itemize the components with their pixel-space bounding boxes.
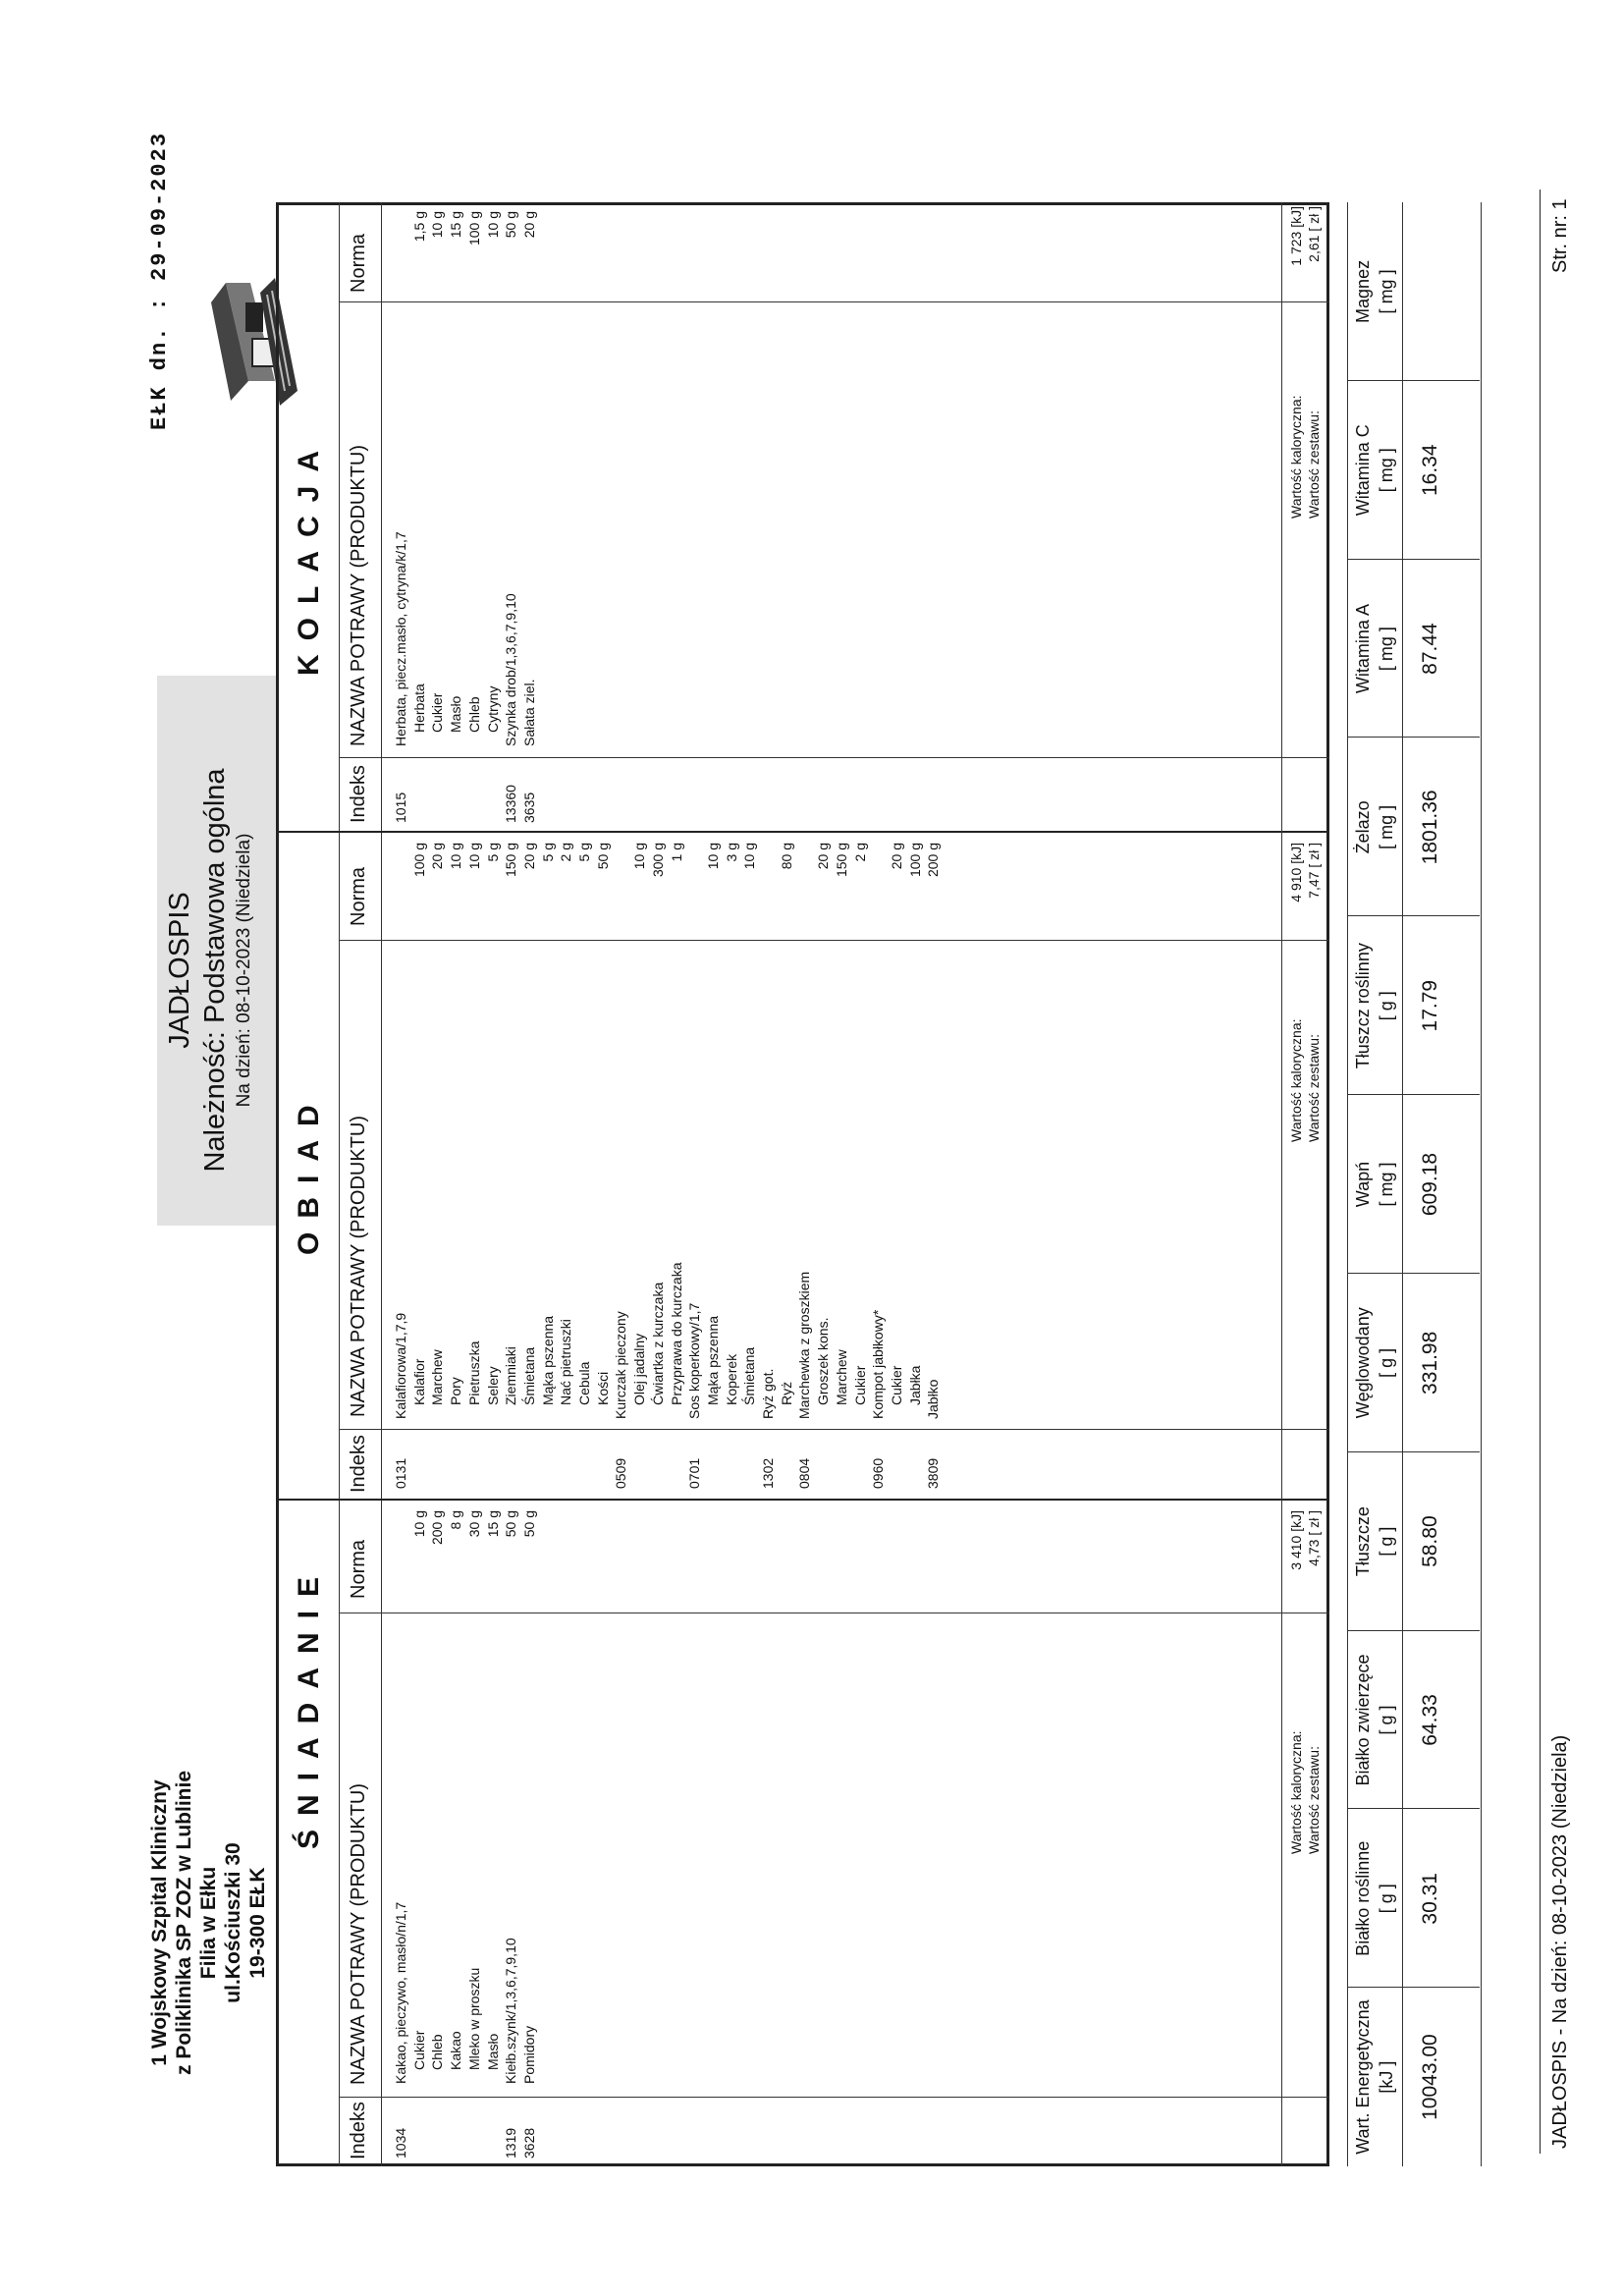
- ingredient-name: Mąka pszenna: [539, 1315, 556, 1405]
- norm-value: 100 g: [906, 843, 923, 878]
- row-index: 3635: [520, 792, 537, 823]
- dish-name: Jabłko: [925, 1379, 942, 1419]
- nutrition-unit: [ mg ]: [1377, 1162, 1396, 1207]
- ingredient-name: Cukier: [851, 1365, 868, 1405]
- ingredient-name: Chleb: [429, 2034, 446, 2070]
- ingredient-name: Groszek kons.: [815, 1317, 832, 1405]
- norm-value: 5 g: [484, 843, 501, 862]
- lunch-norm-header: Norma: [348, 866, 369, 926]
- col-line: [339, 2097, 1329, 2098]
- row-index: 0960: [870, 1457, 887, 1489]
- ingredient-name: Cukier: [410, 2030, 427, 2070]
- nutrition-label: Tłuszcze: [1353, 1506, 1373, 1577]
- norm-value: 20 g: [888, 843, 904, 870]
- dish-name: Kompot jabłkowy*: [870, 1309, 887, 1419]
- row-index: 1319: [503, 2127, 519, 2159]
- nutrition-value: 609.18: [1419, 1152, 1441, 1217]
- dish-name: Pomidory: [520, 2025, 537, 2084]
- ingredient-name: Pory: [448, 1377, 464, 1405]
- dish-name: Herbata, piecz.masło, cytryna/k/1,7: [393, 531, 408, 746]
- norm-value: 50 g: [520, 1510, 537, 1538]
- ingredient-name: Kakao: [448, 2031, 464, 2070]
- ingredient-name: Cukier: [429, 692, 446, 733]
- nutrition-unit: [ g ]: [1377, 1884, 1396, 1914]
- ingredient-name: Nać pietruszki: [558, 1319, 574, 1405]
- ingredient-name: Chleb: [465, 696, 482, 733]
- dish-name: Kurczak pieczony: [613, 1311, 629, 1419]
- col-line: [339, 1429, 1329, 1430]
- lunch-supper-divider: [276, 831, 1329, 833]
- ingredient-name: Kalafior: [410, 1358, 427, 1405]
- norm-value: 20 g: [520, 843, 537, 870]
- col-line: [339, 757, 1329, 758]
- footer-divider: [1540, 190, 1541, 2154]
- dish-name: Sos koperkowy/1,7: [686, 1302, 703, 1419]
- nutrition-unit: [ g ]: [1377, 1347, 1396, 1378]
- lunch-title: OBIAD: [293, 1091, 325, 1255]
- dish-name: Ryż got.: [760, 1368, 776, 1419]
- supper-title: KOLACJA: [293, 436, 325, 676]
- page-number: Str. nr: 1: [1549, 198, 1571, 273]
- norm-value: 30 g: [465, 1510, 482, 1538]
- nutrition-label: Żelazo: [1353, 800, 1373, 854]
- nutrition-unit: [ mg ]: [1377, 269, 1396, 314]
- diet-type: Należność: Podstawowa ogólna: [199, 768, 231, 1173]
- breakfast-kcal-label: Wartość kaloryczna:: [1288, 1730, 1304, 1854]
- norm-value: 10 g: [410, 1510, 427, 1538]
- ingredient-name: Ćwiartka z kurczaka: [649, 1282, 666, 1405]
- norm-value: 10 g: [465, 843, 482, 870]
- norm-value: 100 g: [465, 211, 482, 246]
- hospital-branch: Filia w Ełku: [197, 1866, 220, 1980]
- breakfast-name-header: NAZWA POTRAWY (PRODUKTU): [348, 1782, 369, 2085]
- hospital-city: 19-300 EŁK: [246, 1867, 269, 1979]
- nutrition-header-line: [1402, 202, 1403, 2166]
- row-index: 3628: [520, 2127, 537, 2159]
- lunch-index-header: Indeks: [348, 1435, 369, 1493]
- norm-value: 10 g: [484, 211, 501, 239]
- nutrition-label: Tłuszcz roślinny: [1353, 943, 1373, 1069]
- row-index: 1015: [393, 792, 408, 823]
- lunch-kcal-label: Wartość kaloryczna:: [1288, 1018, 1304, 1142]
- nutrition-unit: [ mg ]: [1377, 448, 1396, 493]
- dish-name: Kiełb.szynk/1,3,6,7,9,10: [503, 1938, 519, 2084]
- norm-value: 5 g: [539, 843, 556, 862]
- nutrition-value: 64.33: [1419, 1694, 1441, 1746]
- row-index: 0131: [393, 1457, 408, 1489]
- breakfast-index-header: Indeks: [348, 2102, 369, 2159]
- supper-name-header: NAZWA POTRAWY (PRODUKTU): [348, 444, 369, 746]
- nutrition-label: Wapń: [1353, 1161, 1373, 1208]
- ingredient-name: Cytryny: [484, 685, 501, 733]
- supper-cost-label: Wartość zestawu:: [1306, 410, 1322, 519]
- row-index: 0804: [796, 1457, 813, 1489]
- ingredient-name: Mąka pszenna: [704, 1315, 721, 1405]
- supper-kcal-value: 1 723 [kJ]: [1288, 206, 1304, 266]
- col-line: [339, 301, 1329, 302]
- title-divider: [339, 202, 340, 2166]
- nutrition-value: 1801.36: [1419, 790, 1441, 865]
- ingredient-name: Przyprawa do kurczaka: [668, 1262, 684, 1405]
- norm-value: 2 g: [558, 843, 574, 862]
- norm-value: 10 g: [704, 843, 721, 870]
- dish-name: Kalafiorowa/1,7,9: [393, 1312, 408, 1419]
- row-index: 3809: [925, 1457, 942, 1489]
- norm-value: 10 g: [448, 843, 464, 870]
- nutrition-value: 58.80: [1419, 1515, 1441, 1567]
- lunch-cost-label: Wartość zestawu:: [1306, 1034, 1322, 1142]
- breakfast-title: ŚNIADANIE: [293, 1562, 325, 1849]
- ingredient-name: Koperek: [723, 1353, 739, 1405]
- hospital-name: 1 Wojskowy Szpital Kliniczny: [148, 1779, 171, 2066]
- row-index: 1302: [760, 1457, 776, 1489]
- norm-value: 300 g: [649, 843, 666, 878]
- breakfast-norm-header: Norma: [348, 1539, 369, 1599]
- ingredient-name: Ryż: [778, 1381, 794, 1405]
- nutrition-label: Magnez: [1353, 259, 1373, 323]
- totals-divider: [1281, 202, 1282, 2166]
- issue-date: EŁK dn. : 29-09-2023: [147, 131, 172, 430]
- norm-value: 3 g: [723, 843, 739, 862]
- ingredient-name: Śmietana: [741, 1346, 758, 1405]
- hospital-address: [147, 1697, 270, 2149]
- ingredient-name: Masło: [448, 695, 464, 733]
- dish-name: Szynka drob/1,3,6,7,9,10: [503, 593, 519, 746]
- norm-value: 1 g: [668, 843, 684, 862]
- norm-value: 50 g: [503, 211, 519, 239]
- ingredient-name: Kości: [594, 1371, 611, 1405]
- norm-value: 80 g: [778, 843, 794, 870]
- norm-value: 10 g: [741, 843, 758, 870]
- header-divider: [381, 202, 382, 2166]
- dish-name: Sałata ziel.: [520, 679, 537, 746]
- nutrition-unit: [ mg ]: [1377, 804, 1396, 849]
- ingredient-name: Olej jadalny: [631, 1333, 648, 1405]
- nutrition-label: Witamina A: [1353, 604, 1373, 694]
- norm-value: 1,5 g: [410, 211, 427, 243]
- row-index: 13360: [503, 785, 519, 823]
- norm-value: 10 g: [631, 843, 648, 870]
- ingredient-name: Pietruszka: [465, 1340, 482, 1405]
- nutrition-value: 10043.00: [1419, 2034, 1441, 2120]
- norm-value: 2 g: [851, 843, 868, 862]
- nutrition-value: 30.31: [1419, 1873, 1441, 1925]
- ingredient-name: Marchew: [429, 1349, 446, 1405]
- nutrition-value: 331.98: [1419, 1331, 1441, 1394]
- nutrition-unit: [kJ ]: [1377, 2060, 1396, 2094]
- lunch-name-header: NAZWA POTRAWY (PRODUKTU): [348, 1115, 369, 1417]
- nutrition-label: Witamina C: [1353, 424, 1373, 517]
- norm-value: 20 g: [815, 843, 832, 870]
- nutrition-unit: [ g ]: [1377, 1526, 1396, 1557]
- supper-index-header: Indeks: [348, 765, 369, 823]
- menu-table: [276, 202, 1329, 2166]
- breakfast-kcal-value: 3 410 [kJ]: [1288, 1510, 1304, 1570]
- col-line: [339, 940, 1329, 941]
- menu-title: [162, 627, 256, 1314]
- supper-norm-header: Norma: [348, 233, 369, 293]
- nutrition-label: Białko roślinne: [1353, 1840, 1373, 1956]
- ingredient-name: Śmietana: [520, 1346, 537, 1405]
- ingredient-name: Cebula: [576, 1361, 592, 1405]
- norm-value: 15 g: [484, 1510, 501, 1538]
- nutrition-label: Wart. Energetyczna: [1353, 1999, 1373, 2155]
- footer-text: JADŁOSPIS - Na dzień: 08-10-2023 (Niedziela): [1549, 1734, 1571, 2149]
- hospital-street: ul.Kościuszki 30: [222, 1842, 244, 2003]
- nutrition-label: Węglowodany: [1353, 1307, 1373, 1419]
- ingredient-name: Herbata: [410, 683, 427, 733]
- lunch-kcal-value: 4 910 [kJ]: [1288, 843, 1304, 902]
- dish-name: Kakao, pieczywo, masło/n/1,7: [393, 1901, 408, 2084]
- ingredient-name: Jabłka: [906, 1365, 923, 1405]
- norm-value: 8 g: [448, 1510, 464, 1530]
- ingredient-name: Selery: [484, 1366, 501, 1405]
- norm-value: 20 g: [520, 211, 537, 239]
- menu-date: Na dzień: 08-10-2023 (Niedziela): [234, 833, 254, 1108]
- breakfast-lunch-divider: [276, 1499, 1329, 1501]
- norm-value: 20 g: [429, 843, 446, 870]
- norm-value: 150 g: [833, 843, 849, 878]
- ingredient-name: Ziemniaki: [503, 1346, 519, 1405]
- norm-value: 100 g: [410, 843, 427, 878]
- supper-kcal-label: Wartość kaloryczna:: [1288, 395, 1304, 519]
- ingredient-name: Mleko w proszku: [465, 1967, 482, 2070]
- breakfast-cost-value: 4,73 [ zł ]: [1306, 1510, 1322, 1566]
- nutrition-unit: [ g ]: [1377, 1705, 1396, 1735]
- ingredient-name: Marchew: [833, 1349, 849, 1405]
- row-index: 1034: [393, 2127, 408, 2159]
- row-index: 0701: [686, 1457, 703, 1489]
- norm-value: 200 g: [429, 1510, 446, 1546]
- norm-value: 50 g: [594, 843, 611, 870]
- lunch-cost-value: 7,47 [ zł ]: [1306, 843, 1322, 899]
- norm-value: 10 g: [429, 211, 446, 239]
- norm-value: 50 g: [503, 1510, 519, 1538]
- breakfast-cost-label: Wartość zestawu:: [1306, 1746, 1322, 1854]
- hospital-subname: z Poliklinika SP ZOZ w Lublinie: [173, 1771, 195, 2075]
- dish-name: Marchewka z groszkiem: [796, 1271, 813, 1419]
- norm-value: 150 g: [503, 843, 519, 878]
- nutrition-value: 87.44: [1419, 623, 1441, 675]
- ingredient-name: Masło: [484, 2033, 501, 2070]
- norm-value: 200 g: [925, 843, 942, 878]
- menu-heading: JADŁOSPIS: [164, 892, 195, 1049]
- nutrition-value: 16.34: [1419, 444, 1441, 497]
- ingredient-name: Cukier: [888, 1365, 904, 1405]
- row-index: 0509: [613, 1457, 629, 1489]
- supper-cost-value: 2,61 [ zł ]: [1306, 206, 1322, 262]
- norm-value: 15 g: [448, 211, 464, 239]
- nutrition-unit: [ g ]: [1377, 991, 1396, 1021]
- norm-value: 5 g: [576, 843, 592, 862]
- nutrition-label: Białko zwierzęce: [1353, 1654, 1373, 1786]
- nutrition-unit: [ mg ]: [1377, 627, 1396, 672]
- nutrition-value: 17.79: [1419, 979, 1441, 1032]
